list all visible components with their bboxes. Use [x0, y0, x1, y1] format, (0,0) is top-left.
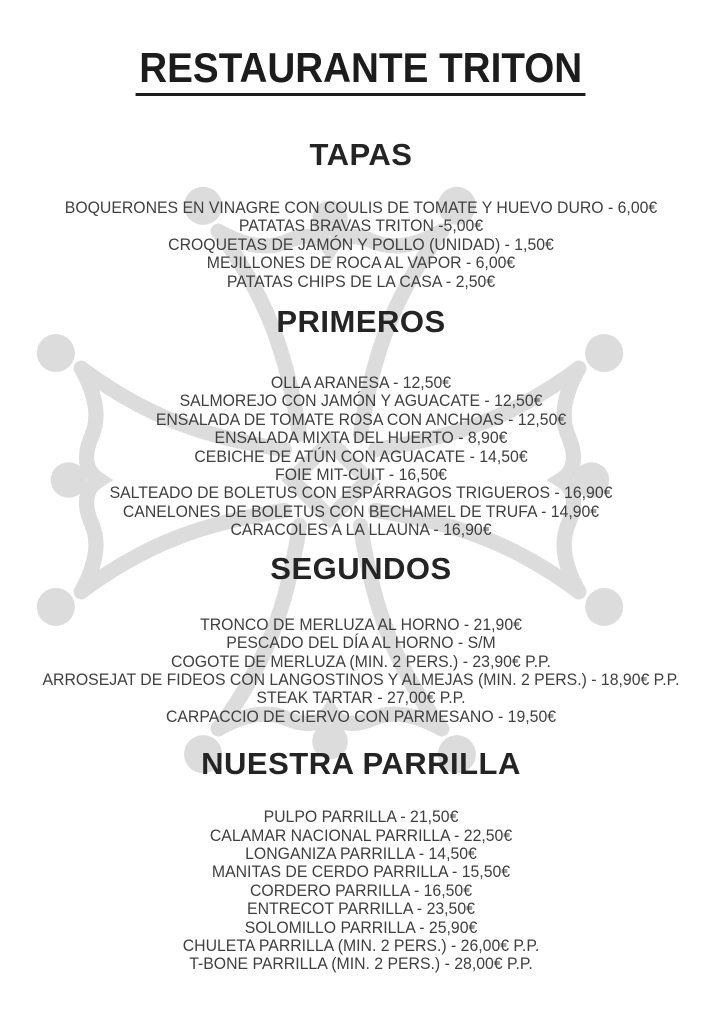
segundos-item-list	[0, 616, 722, 726]
menu-item: PATATAS BRAVAS TRITON -5,00€	[238, 216, 484, 236]
section-title-segundos: SEGUNDOS	[270, 550, 452, 586]
menu-item: LONGANIZA PARRILLA - 14,50€	[245, 843, 477, 863]
menu-item: PESCADO DEL DÍA AL HORNO - S/M	[226, 633, 496, 653]
section-segundos	[0, 552, 722, 726]
tapas-item-list	[0, 199, 722, 291]
section-tapas	[0, 138, 722, 291]
page-title	[0, 0, 722, 96]
menu-item: ENSALADA MIXTA DEL HUERTO - 8,90€	[214, 428, 508, 448]
menu-item: CALAMAR NACIONAL PARRILLA - 22,50€	[209, 825, 513, 845]
section-primeros	[0, 305, 722, 540]
section-title-nuestra-parrilla: NUESTRA PARRILLA	[201, 746, 521, 782]
menu-item: CROQUETAS DE JAMÓN Y POLLO (UNIDAD) - 1,50€	[168, 234, 554, 254]
menu-item: CORDERO PARRILLA - 16,50€	[249, 880, 473, 900]
menu-item: MANITAS DE CERDO PARRILLA - 15,50€	[211, 862, 511, 882]
menu-item: T-BONE PARRILLA (MIN. 2 PERS.) - 28,00€ P.P.	[189, 954, 533, 974]
menu-item: TRONCO DE MERLUZA AL HORNO - 21,90€	[200, 614, 522, 634]
menu-item: BOQUERONES EN VINAGRE CON COULIS DE TOMATE Y HUEVO DURO - 6,00€	[64, 198, 658, 217]
menu-item: ENTRECOT PARRILLA - 23,50€	[247, 899, 475, 919]
menu-item: SALMOREJO CON JAMÓN Y AGUACATE - 12,50€	[179, 391, 543, 411]
menu-item: CARPACCIO DE CIERVO CON PARMESANO - 19,50€	[165, 706, 557, 726]
menu-item: SOLOMILLO PARRILLA - 25,90€	[244, 917, 478, 937]
menu-item: ENSALADA DE TOMATE ROSA CON ANCHOAS - 12,50€	[155, 409, 567, 429]
menu-item: MEJILLONES DE ROCA AL VAPOR - 6,00€	[206, 253, 516, 273]
menu-item: CHULETA PARRILLA (MIN. 2 PERS.) - 26,00€ P.P.	[182, 935, 540, 955]
menu-item: FOIE MIT-CUIT - 16,50€	[275, 465, 447, 485]
section-title-tapas: TAPAS	[309, 137, 413, 172]
menu-item: PATATAS CHIPS DE LA CASA - 2,50€	[226, 271, 496, 291]
section-nuestra-parrilla	[0, 747, 722, 974]
menu-item: STEAK TARTAR - 27,00€ P.P.	[256, 688, 466, 708]
menu-item: CARACOLES A LA LLAUNA - 16,90€	[230, 520, 492, 540]
menu-item: COGOTE DE MERLUZA (MIN. 2 PERS.) - 23,90€ P.P.	[171, 651, 551, 671]
primeros-item-list	[0, 374, 722, 540]
parrilla-item-list	[0, 808, 722, 974]
menu-item: CEBICHE DE ATÚN CON AGUACATE - 14,50€	[194, 446, 528, 466]
menu-item: ARROSEJAT DE FIDEOS CON LANGOSTINOS Y ALMEJAS (MIN. 2 PERS.) - 18,90€ P.P.	[42, 669, 680, 689]
menu-item: SALTEADO DE BOLETUS CON ESPÁRRAGOS TRIGUEROS - 16,90€	[109, 483, 613, 503]
menu-item: OLLA ARANESA - 12,50€	[270, 373, 452, 393]
section-title-primeros: PRIMEROS	[276, 304, 446, 340]
menu-item: CANELONES DE BOLETUS CON BECHAMEL DE TRUFA - 14,90€	[122, 501, 600, 521]
page-title-text: RESTAURANTE TRITON	[136, 46, 586, 96]
menu-item: PULPO PARRILLA - 21,50€	[263, 807, 459, 827]
